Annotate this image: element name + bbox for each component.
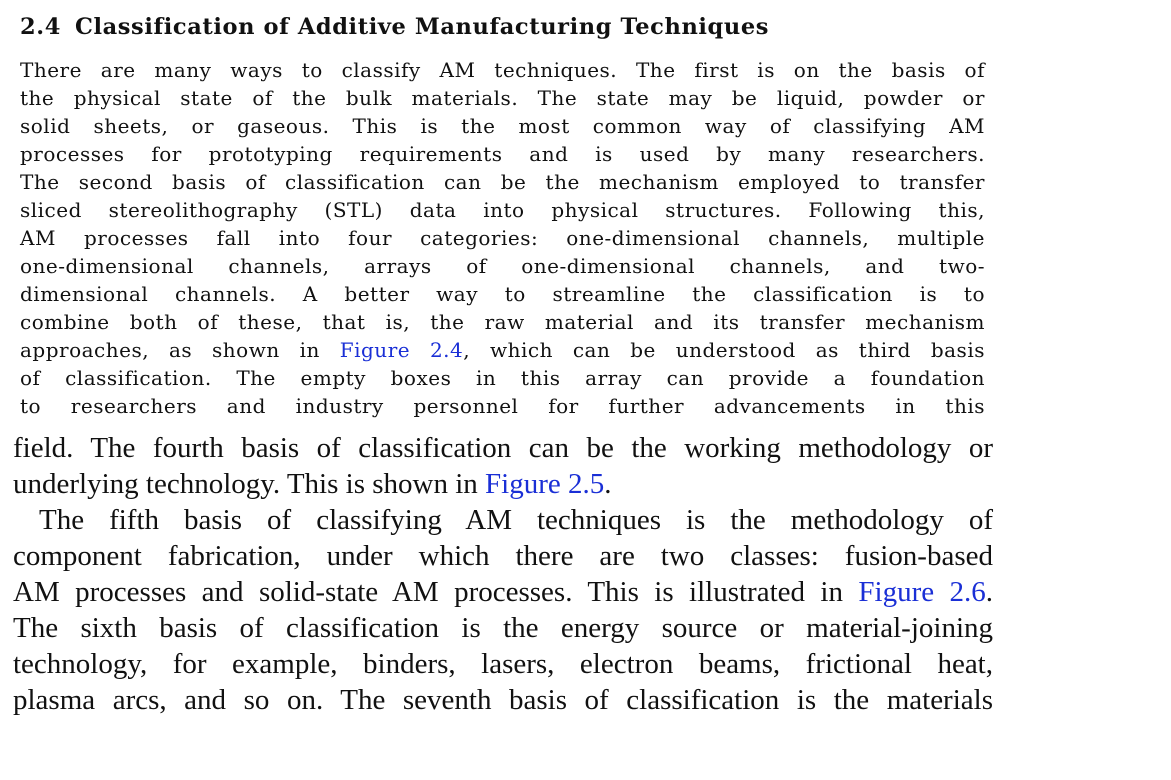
text-segment: AM processes and solid-state AM processes. This is illustrated in — [13, 576, 843, 608]
text-line: The second basis of classification can be the mechanism employed to transfer — [20, 170, 985, 194]
section-heading — [20, 11, 769, 43]
text-segment: underlying technology. This is shown in — [13, 468, 478, 500]
text-line: the physical state of the bulk materials. The state may be liquid, powder or — [20, 86, 985, 110]
text-line: plasma arcs, and so on. The seventh basis of classification is the materials — [13, 684, 993, 716]
text-line: to researchers and industry personnel for further advancements in this — [20, 394, 985, 418]
text-segment: . — [604, 468, 612, 500]
figure-2-5-link[interactable]: Figure 2.5 — [485, 468, 605, 500]
text-line: AM processes fall into four categories: one-dimensional channels, multiple — [20, 226, 985, 250]
text-line: of classification. The empty boxes in this array can provide a foundation — [20, 366, 985, 390]
text-line: The fifth basis of classifying AM techniques is the methodology of — [39, 504, 993, 536]
figure-2-6-link[interactable]: Figure 2.6 — [858, 576, 986, 608]
figure-2-4-link[interactable]: Figure 2.4 — [339, 338, 464, 362]
paragraph-large-type — [13, 430, 993, 718]
text-line: solid sheets, or gaseous. This is the most common way of classifying AM — [20, 114, 985, 138]
text-line: component fabrication, under which there are two classes: fusion-based — [13, 540, 993, 572]
text-line: sliced stereolithography (STL) data into physical structures. Following this, — [20, 198, 985, 222]
text-line: one-dimensional channels, arrays of one-dimensional channels, and two- — [20, 254, 985, 278]
text-line: dimensional channels. A better way to streamline the classification is to — [20, 282, 985, 306]
paragraph-small-type — [20, 56, 985, 420]
text-line — [13, 466, 993, 502]
text-line: processes for prototyping requirements and is used by many researchers. — [20, 142, 985, 166]
text-line: combine both of these, that is, the raw material and its transfer mechanism — [20, 310, 985, 334]
text-line: The sixth basis of classification is the energy source or material-joining — [13, 612, 993, 644]
text-line — [20, 336, 985, 364]
text-segment: . — [985, 576, 994, 608]
text-line — [13, 574, 993, 610]
text-line: technology, for example, binders, lasers, electron beams, frictional heat, — [13, 648, 993, 680]
text-line: field. The fourth basis of classification can be the working methodology or — [13, 432, 993, 464]
text-segment: approaches, as shown in — [20, 338, 320, 362]
text-line: There are many ways to classify AM techniques. The first is on the basis of — [20, 58, 985, 82]
section-number: 2.4 — [20, 14, 61, 40]
text-segment: , which can be understood as third basis — [463, 338, 985, 362]
section-title: Classification of Additive Manufacturing Techniques — [74, 14, 770, 40]
